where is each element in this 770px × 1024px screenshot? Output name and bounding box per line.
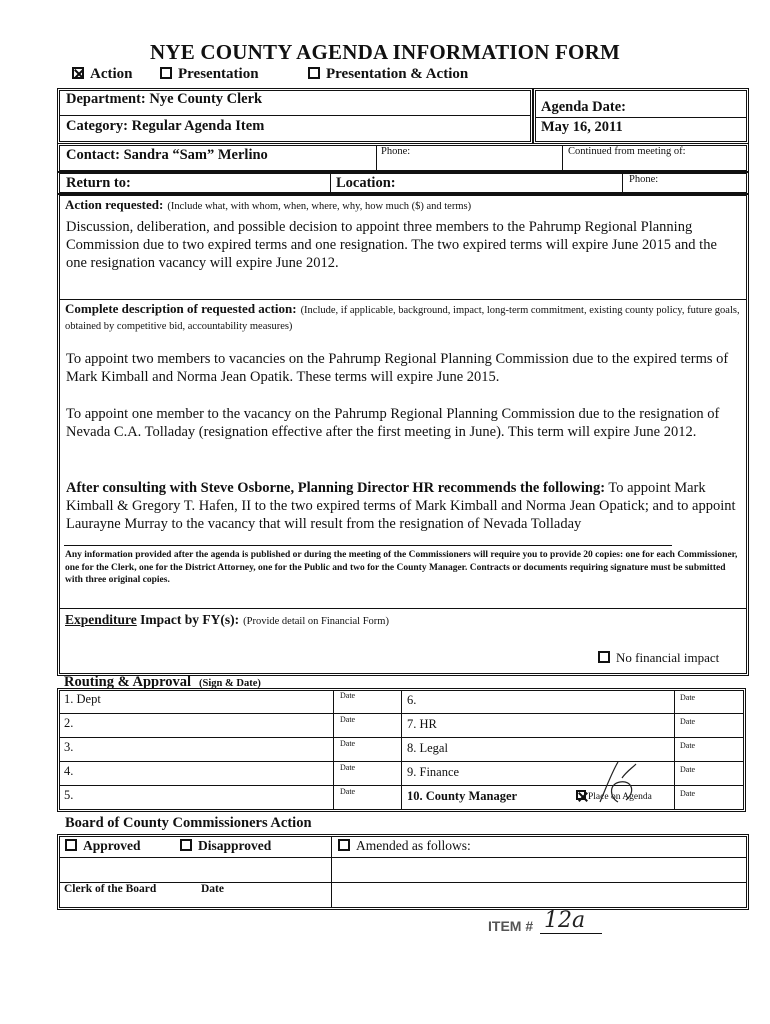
signature-scribble (592, 758, 642, 808)
location-field: Location: (336, 175, 396, 191)
routing-left-2: 2. (64, 716, 74, 730)
approved-option[interactable]: Approved (65, 838, 141, 854)
item-label: ITEM # (488, 918, 534, 934)
routing-finance: 9. Finance (407, 765, 460, 779)
expenditure-header: Expenditure Impact by FY(s): (Provide detail on Financial Form) (65, 612, 389, 627)
agenda-date-value: May 16, 2011 (541, 119, 623, 135)
department-field: Department: Nye County Clerk (66, 91, 263, 107)
date-label: Date (340, 691, 356, 700)
no-financial-impact-checkbox[interactable] (598, 651, 610, 663)
date-label: Date (680, 741, 696, 750)
continued-label: Continued from meeting of: (568, 146, 686, 157)
amended-option[interactable]: Amended as follows: (338, 838, 471, 854)
approved-checkbox[interactable] (65, 839, 77, 851)
disapproved-checkbox[interactable] (180, 839, 192, 851)
place-on-agenda-checkbox[interactable] (576, 790, 586, 800)
routing-legal: 8. Legal (407, 741, 448, 755)
routing-right-6: 6. (407, 693, 417, 707)
date-label: Date (680, 765, 696, 774)
action-checkbox[interactable] (72, 67, 84, 79)
agenda-date-label: Agenda Date: (541, 99, 626, 115)
action-requested-text: Discussion, deliberation, and possible decision to appoint three members to the Pahrump Regional Planning Commission due to two expired terms and one resignation. The two expired terms will expire June 2015 and the one resignation vacancy will expire June 2012. (66, 219, 717, 271)
phone-label: Phone: (381, 146, 411, 157)
item-number: 12a (544, 908, 586, 933)
contact-field: Contact: Sandra “Sam” Merlino (66, 147, 268, 163)
routing-title: Routing & Approval (Sign & Date) (64, 674, 261, 690)
copies-notice: Any information provided after the agenda is published or during the meeting of the Commissioners will require you to provide 20 copies: one for each Commissioner, one for the Clerk, one for the District Attorney, one for the Public and two for the County Manager. Contracts or documents requiring signature must be submitted with three original copies. (65, 550, 738, 585)
description-header: Complete description of requested action: (Include, if applicable, background, impact, long-term commitment, existing county policy, future goals, obtained by competitive bid, accountability measures) (65, 301, 740, 332)
routing-left-3: 3. (64, 740, 74, 754)
date-label: Date (680, 693, 696, 702)
option-presentation[interactable]: Presentation (160, 66, 259, 83)
routing-left-4: 4. (64, 764, 74, 778)
clerk-of-board: Clerk of the Board (64, 883, 157, 895)
return-to-field: Return to: (66, 175, 131, 191)
date-label: Date (340, 739, 356, 748)
description-para1: To appoint two members to vacancies on the Pahrump Regional Planning Commission due to the expired terms of Mark Kimball and Norma Jean Opatik. These terms will expire June 2015. (66, 351, 729, 385)
category-field: Category: Regular Agenda Item (66, 118, 265, 134)
date-label: Date (680, 717, 696, 726)
no-financial-impact[interactable]: No financial impact (598, 650, 719, 666)
form-title: NYE COUNTY AGENDA INFORMATION FORM (150, 40, 620, 64)
routing-county-manager: 10. County Manager (407, 789, 518, 803)
description-para2: To appoint one member to the vacancy on the Pahrump Regional Planning Commission due to the resignation of Nevada C.A. Tolladay (resignation effective after the first meeting in June). This term will expire June 2012. (66, 406, 720, 440)
date-label: Date (340, 763, 356, 772)
date-label: Date (680, 789, 696, 798)
amended-checkbox[interactable] (338, 839, 350, 851)
option-action[interactable]: Action (72, 66, 133, 83)
disapproved-option[interactable]: Disapproved (180, 838, 271, 854)
routing-hr: 7. HR (407, 717, 437, 731)
clerk-date: Date (201, 883, 224, 895)
presentation-action-checkbox[interactable] (308, 67, 320, 79)
date-label: Date (340, 787, 356, 796)
action-requested-header: Action requested: (Include what, with whom, when, where, why, how much ($) and terms) (65, 197, 472, 212)
routing-left-5: 5. (64, 788, 74, 802)
place-on-agenda[interactable]: Place on Agenda (576, 790, 652, 802)
recommendation: After consulting with Steve Osborne, Planning Director HR recommends the following: To appoint Mark Kimball & Gregory T. Hafen, II to the two expired terms of Mark Kimball and Norma Jean Opatick; and to appoint Laurayne Murray to the vacancy that will result from the resignation of Nevada Tolladay (66, 480, 736, 532)
routing-dept: 1. Dept (64, 692, 101, 706)
presentation-checkbox[interactable] (160, 67, 172, 79)
option-presentation-action[interactable]: Presentation & Action (308, 66, 468, 83)
date-label: Date (340, 715, 356, 724)
phone2-label: Phone: (629, 174, 659, 185)
board-title: Board of County Commissioners Action (65, 815, 312, 831)
